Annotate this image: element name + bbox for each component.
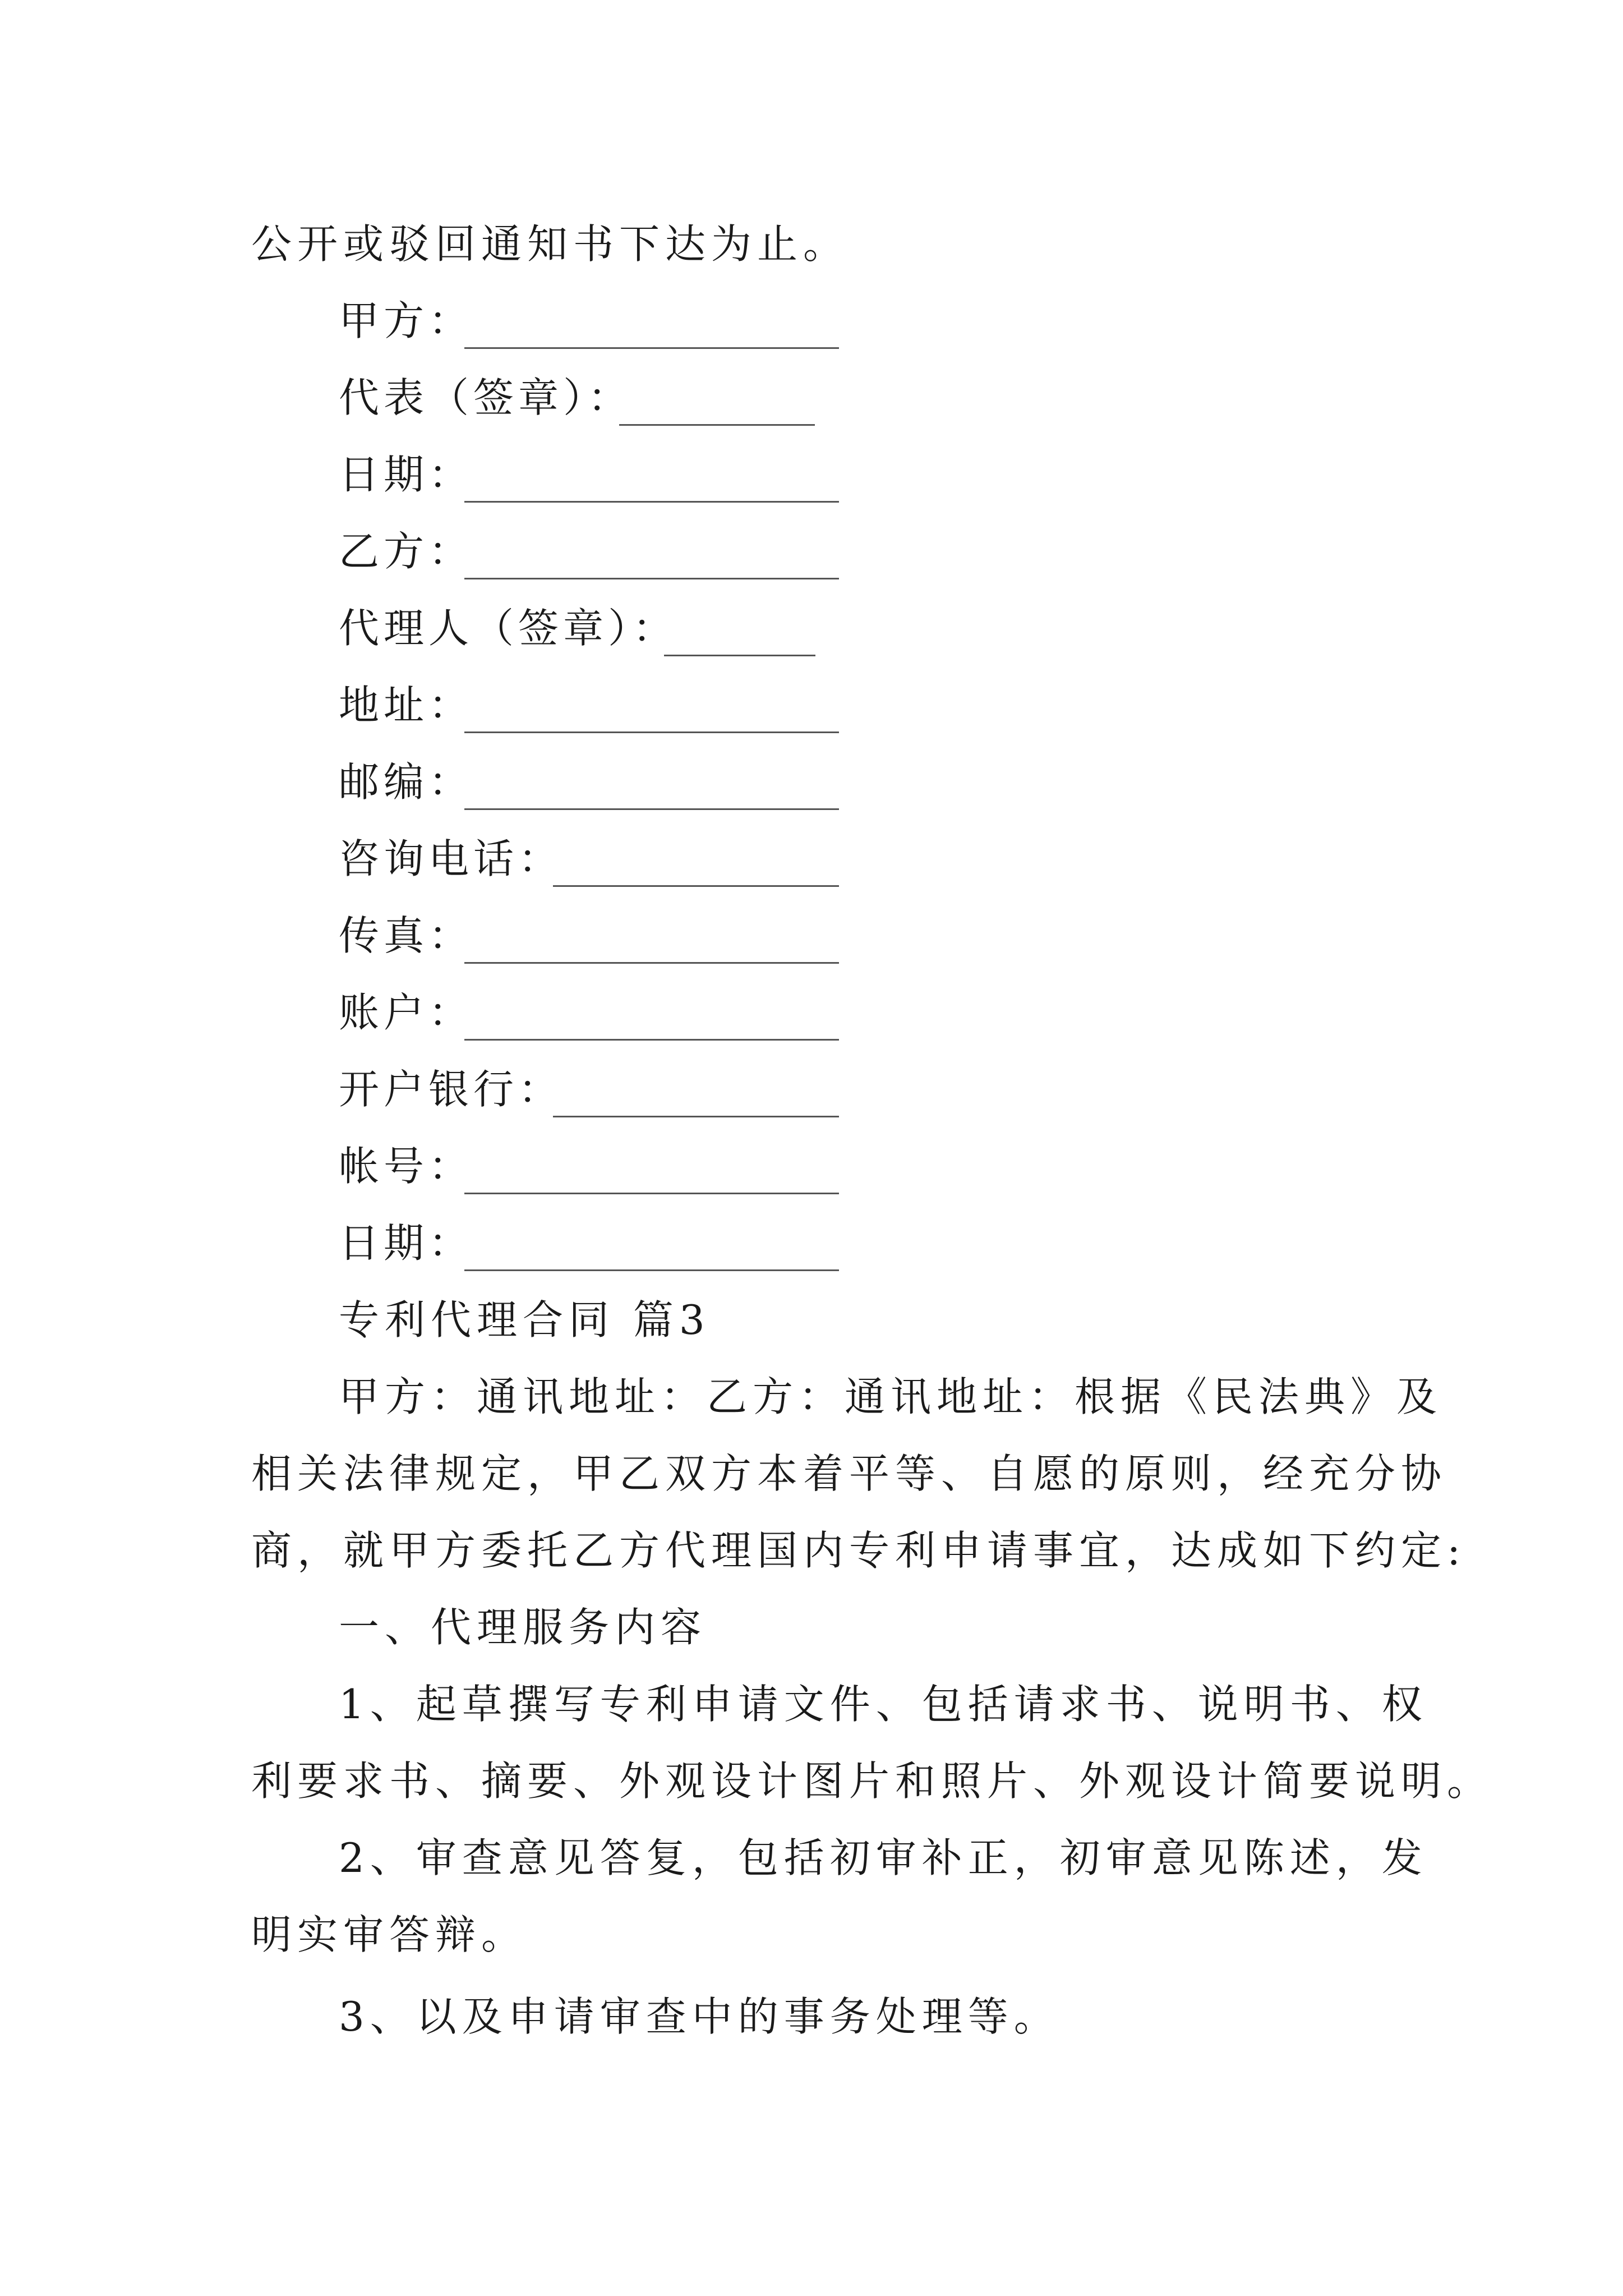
- account-number-blank: [464, 1138, 839, 1194]
- field-label: 咨询电话：: [339, 835, 564, 882]
- date-blank-b: [464, 1215, 839, 1271]
- item-3-line: 3、以及申请审查中的事务处理等。: [339, 1993, 1060, 2040]
- field-label: 账户：: [339, 989, 474, 1036]
- intro-line-2: 相关法律规定，甲乙双方本着平等、自愿的原则，经充分协: [251, 1450, 1447, 1497]
- item-2-line-1: 2、审查意见答复，包括初审补正，初审意见陈述，发: [339, 1834, 1428, 1881]
- field-label: 开户银行：: [339, 1066, 564, 1113]
- date-field-a: [339, 447, 473, 503]
- field-label: 代理人（签章）：: [339, 605, 678, 652]
- item-2-line-2: 明实审答辩。: [251, 1911, 528, 1958]
- intro-line-1: 甲方：通讯地址：乙方：通讯地址：根据《民法典》及: [339, 1373, 1443, 1420]
- item-1-line-2: 利要求书、摘要、外观设计图片和照片、外观设计简要说明。: [251, 1757, 1493, 1805]
- date-blank-a: [464, 447, 839, 503]
- field-label: 乙方：: [339, 528, 474, 575]
- bank-field: [339, 1061, 563, 1117]
- opening-line: 公开或驳回通知书下达为止。: [251, 220, 850, 268]
- field-label: 日期：: [339, 451, 474, 498]
- field-label: 传真：: [339, 912, 474, 959]
- account-field: [339, 984, 473, 1041]
- date-field-b: [339, 1215, 473, 1271]
- party-a-field: [339, 293, 473, 349]
- fax-blank: [464, 908, 839, 964]
- representative-blank: [619, 370, 815, 426]
- field-label: 邮编：: [339, 758, 474, 806]
- clause-heading: 一、代理服务内容: [339, 1604, 707, 1651]
- item-1-line-1: 1、起草撰写专利申请文件、包括请求书、说明书、权: [339, 1681, 1428, 1728]
- phone-field: [339, 831, 563, 887]
- bank-blank: [553, 1061, 839, 1117]
- field-label: 代表（签章）：: [339, 374, 633, 421]
- party-b-field: [339, 523, 473, 579]
- address-field: [339, 677, 473, 733]
- section-title: 专利代理合同 篇3: [339, 1296, 711, 1343]
- party-a-blank: [464, 293, 839, 349]
- account-number-field: [339, 1138, 473, 1194]
- party-b-blank: [464, 523, 839, 579]
- representative-field: [339, 370, 633, 426]
- phone-blank: [553, 831, 839, 887]
- agent-field: [339, 600, 677, 656]
- field-label: 甲方：: [339, 297, 474, 344]
- field-label: 地址：: [339, 682, 474, 729]
- postcode-field: [339, 754, 473, 810]
- agent-blank: [664, 600, 815, 656]
- field-label: 日期：: [339, 1220, 474, 1267]
- postcode-blank: [464, 754, 839, 810]
- account-blank: [464, 984, 839, 1041]
- address-blank: [464, 677, 839, 733]
- intro-line-3: 商，就甲方委托乙方代理国内专利申请事宜，达成如下约定:: [251, 1527, 1467, 1574]
- field-label: 帐号：: [339, 1143, 474, 1190]
- fax-field: [339, 908, 473, 964]
